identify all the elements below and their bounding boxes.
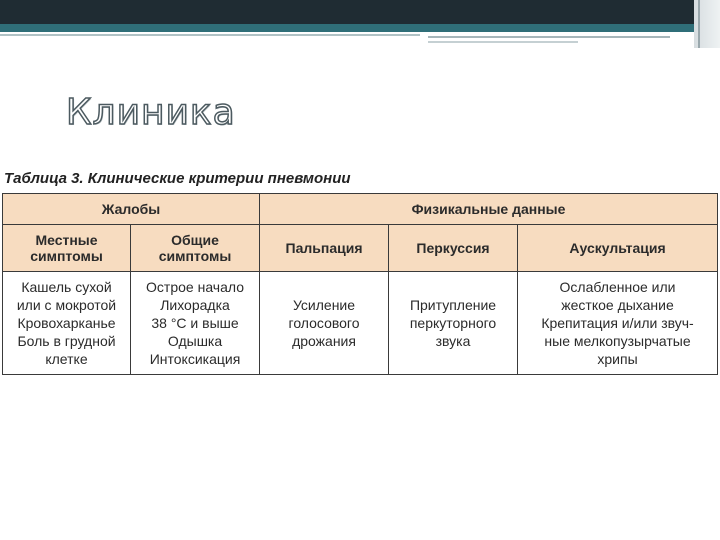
- top-decor-bar: [0, 0, 720, 24]
- cell-line: дрожания: [292, 333, 356, 349]
- header-line: симптомы: [158, 248, 232, 264]
- header-line: Общие: [171, 232, 219, 248]
- header-line: Местные: [35, 232, 98, 248]
- top-accent-bar: [0, 24, 720, 32]
- group-header-row: [3, 194, 718, 225]
- cell-general-symptoms: [131, 272, 260, 375]
- column-header-palpation: [260, 225, 389, 272]
- cell-line: клетке: [45, 351, 88, 367]
- group-header-complaints: Жалобы: [3, 194, 260, 225]
- header-line: симптомы: [30, 248, 103, 264]
- column-header-row: [3, 225, 718, 272]
- cell-line: 38 °С и выше: [151, 315, 239, 331]
- cell-line: Одышка: [167, 333, 223, 349]
- cell-line: ные мелкопузырчатые: [544, 333, 691, 349]
- header-line: Перкуссия: [416, 240, 490, 256]
- criteria-table: [2, 193, 718, 375]
- decor-line: [0, 34, 420, 36]
- cell-line: звука: [435, 333, 471, 349]
- cell-line: Кашель сухой: [21, 279, 112, 295]
- cell-line: или с мокротой: [16, 297, 117, 313]
- cell-line: перкуторного: [409, 315, 497, 331]
- decor-line: [428, 41, 578, 43]
- cell-line: Крепитация и/или звуч-: [541, 315, 694, 331]
- header-line: Пальпация: [285, 240, 363, 256]
- cell-line: Кровохарканье: [17, 315, 116, 331]
- cell-line: Острое начало: [146, 279, 244, 295]
- column-header-percussion: [389, 225, 518, 272]
- cell-line: голосового: [288, 315, 360, 331]
- cell-auscultation: [518, 272, 718, 375]
- table-row: [3, 272, 718, 375]
- cell-line: Лихорадка: [160, 297, 230, 313]
- corner-decor-line: [698, 0, 700, 48]
- column-header-general-symptoms: [131, 225, 260, 272]
- cell-line: Боль в грудной: [17, 333, 116, 349]
- cell-line: хрипы: [597, 351, 638, 367]
- cell-line: Усиление: [292, 297, 356, 313]
- table-caption: Таблица 3. Клинические критерии пневмонии: [4, 170, 351, 187]
- slide-title: Клиника: [66, 92, 236, 133]
- column-header-local-symptoms: [3, 225, 131, 272]
- decor-line: [428, 36, 670, 38]
- cell-line: Притупление: [409, 297, 497, 313]
- group-header-physical-data: Физикальные данные: [260, 194, 718, 225]
- cell-percussion: [389, 272, 518, 375]
- column-header-auscultation: [518, 225, 718, 272]
- cell-palpation: [260, 272, 389, 375]
- cell-line: Интоксикация: [149, 351, 241, 367]
- cell-line: жесткое дыхание: [561, 297, 674, 313]
- cell-local-symptoms: [3, 272, 131, 375]
- header-line: Аускультация: [569, 240, 666, 256]
- cell-line: Ослабленное или: [559, 279, 676, 295]
